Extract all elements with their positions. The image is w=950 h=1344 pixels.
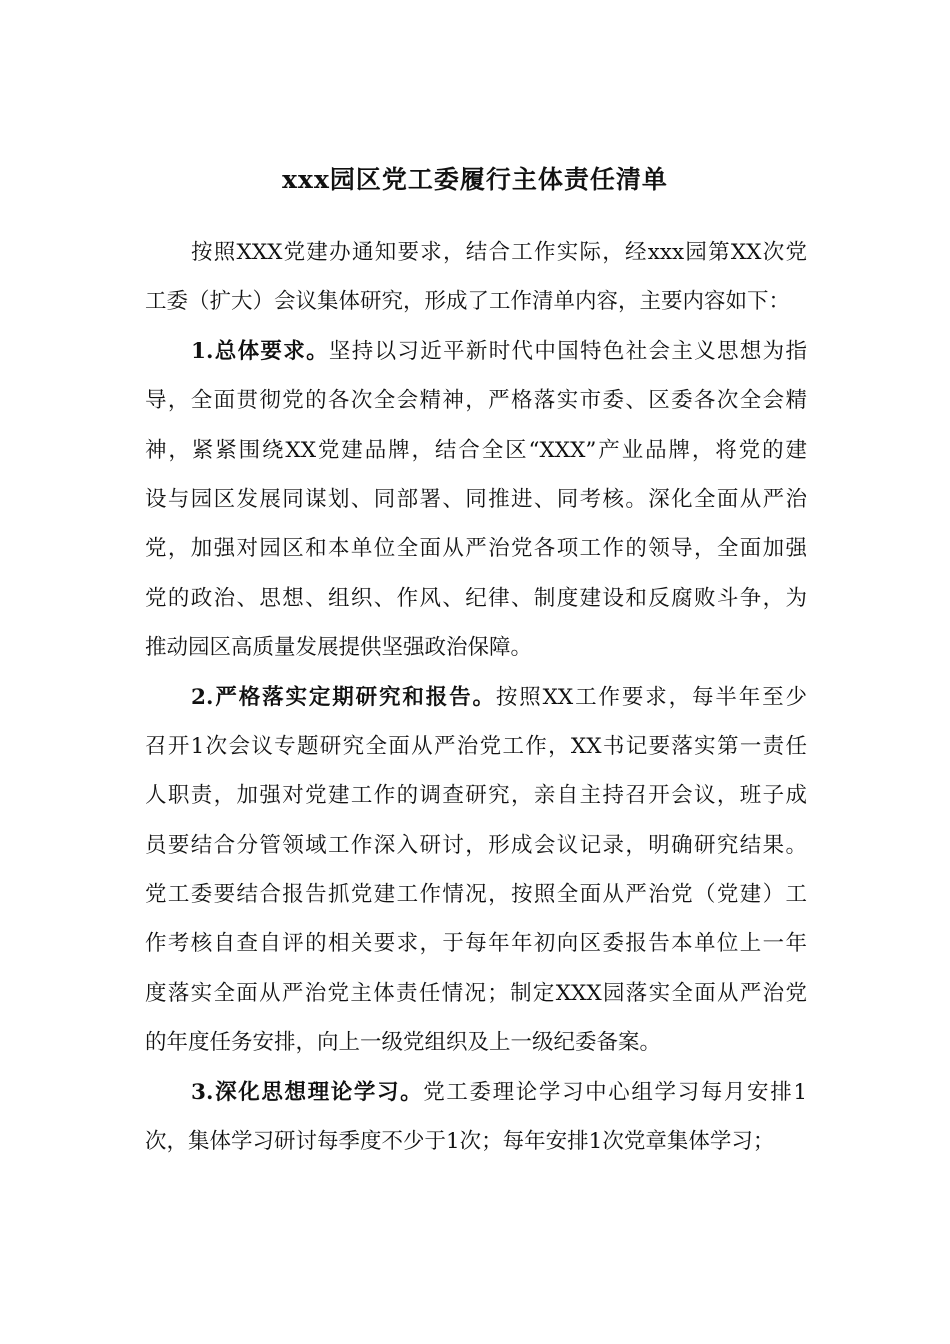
paragraph-line — [145, 277, 807, 326]
paragraph-line — [145, 1117, 807, 1166]
paragraph-line — [145, 574, 807, 623]
document-body — [145, 228, 807, 1166]
line-text: 党工委理论学习中心组学习每月安排1 — [423, 1079, 807, 1105]
section-heading: 3.深化思想理论学习。 — [191, 1079, 424, 1105]
paragraph-line — [145, 722, 807, 771]
line-text: 作考核自查自评的相关要求，于每年年初向区委报告本单位上一年 — [145, 931, 807, 957]
paragraph — [145, 673, 807, 1068]
paragraph-line — [145, 821, 807, 870]
line-text: 度落实全面从严治党主体责任情况；制定XXX园落实全面从严治党 — [145, 980, 807, 1006]
line-text: 员要结合分管领域工作深入研讨，形成会议记录，明确研究结果。 — [145, 832, 807, 858]
line-text: 按照XX工作要求，每半年至少 — [495, 684, 807, 710]
line-text: 党，加强对园区和本单位全面从严治党各项工作的领导，全面加强 — [145, 536, 807, 562]
line-text: 推动园区高质量发展提供坚强政治保障。 — [145, 635, 533, 661]
paragraph-line — [145, 1018, 807, 1067]
line-text: 召开1次会议专题研究全面从严治党工作，XX书记要落实第一责任 — [145, 733, 807, 759]
paragraph — [145, 228, 807, 327]
paragraph — [145, 327, 807, 673]
line-text: 设与园区发展同谋划、同部署、同推进、同考核。深化全面从严治 — [145, 486, 807, 512]
paragraph-line — [145, 870, 807, 919]
paragraph-line — [145, 376, 807, 425]
line-text: 坚持以习近平新时代中国特色社会主义思想为指 — [328, 338, 807, 364]
paragraph-line — [145, 673, 807, 722]
paragraph-line — [145, 623, 807, 672]
line-text: 神，紧紧围绕XX党建品牌，结合全区“XXX”产业品牌，将党的建 — [145, 437, 807, 463]
paragraph-line — [145, 969, 807, 1018]
line-text: 导，全面贯彻党的各次全会精神，严格落实市委、区委各次全会精 — [145, 388, 807, 414]
section-heading: 1.总体要求。 — [191, 338, 329, 364]
line-text: 人职责，加强对党建工作的调查研究，亲自主持召开会议，班子成 — [145, 783, 807, 809]
line-text: 的年度任务安排，向上一级党组织及上一级纪委备案。 — [145, 1030, 662, 1056]
line-text: 党的政治、思想、组织、作风、纪律、制度建设和反腐败斗争，为 — [145, 585, 807, 611]
paragraph-line — [145, 327, 807, 376]
paragraph-line — [145, 919, 807, 968]
paragraph-line — [145, 771, 807, 820]
paragraph-line — [145, 426, 807, 475]
document-title: xxx园区党工委履行主体责任清单 — [282, 165, 668, 194]
paragraph-line — [145, 1068, 807, 1117]
line-text: 工委（扩大）会议集体研究，形成了工作清单内容，主要内容如下： — [145, 289, 791, 315]
line-text: 党工委要结合报告抓党建工作情况，按照全面从严治党（党建）工 — [145, 882, 807, 908]
paragraph — [145, 1068, 807, 1167]
line-text: 次，集体学习研讨每季度不少于1次；每年安排1次党章集体学习； — [145, 1129, 775, 1155]
line-text: 按照XXX党建办通知要求，结合工作实际，经xxx园第XX次党 — [191, 240, 807, 265]
section-heading: 2.严格落实定期研究和报告。 — [191, 684, 496, 710]
paragraph-line — [145, 475, 807, 524]
paragraph-line — [145, 228, 807, 277]
paragraph-line — [145, 524, 807, 573]
